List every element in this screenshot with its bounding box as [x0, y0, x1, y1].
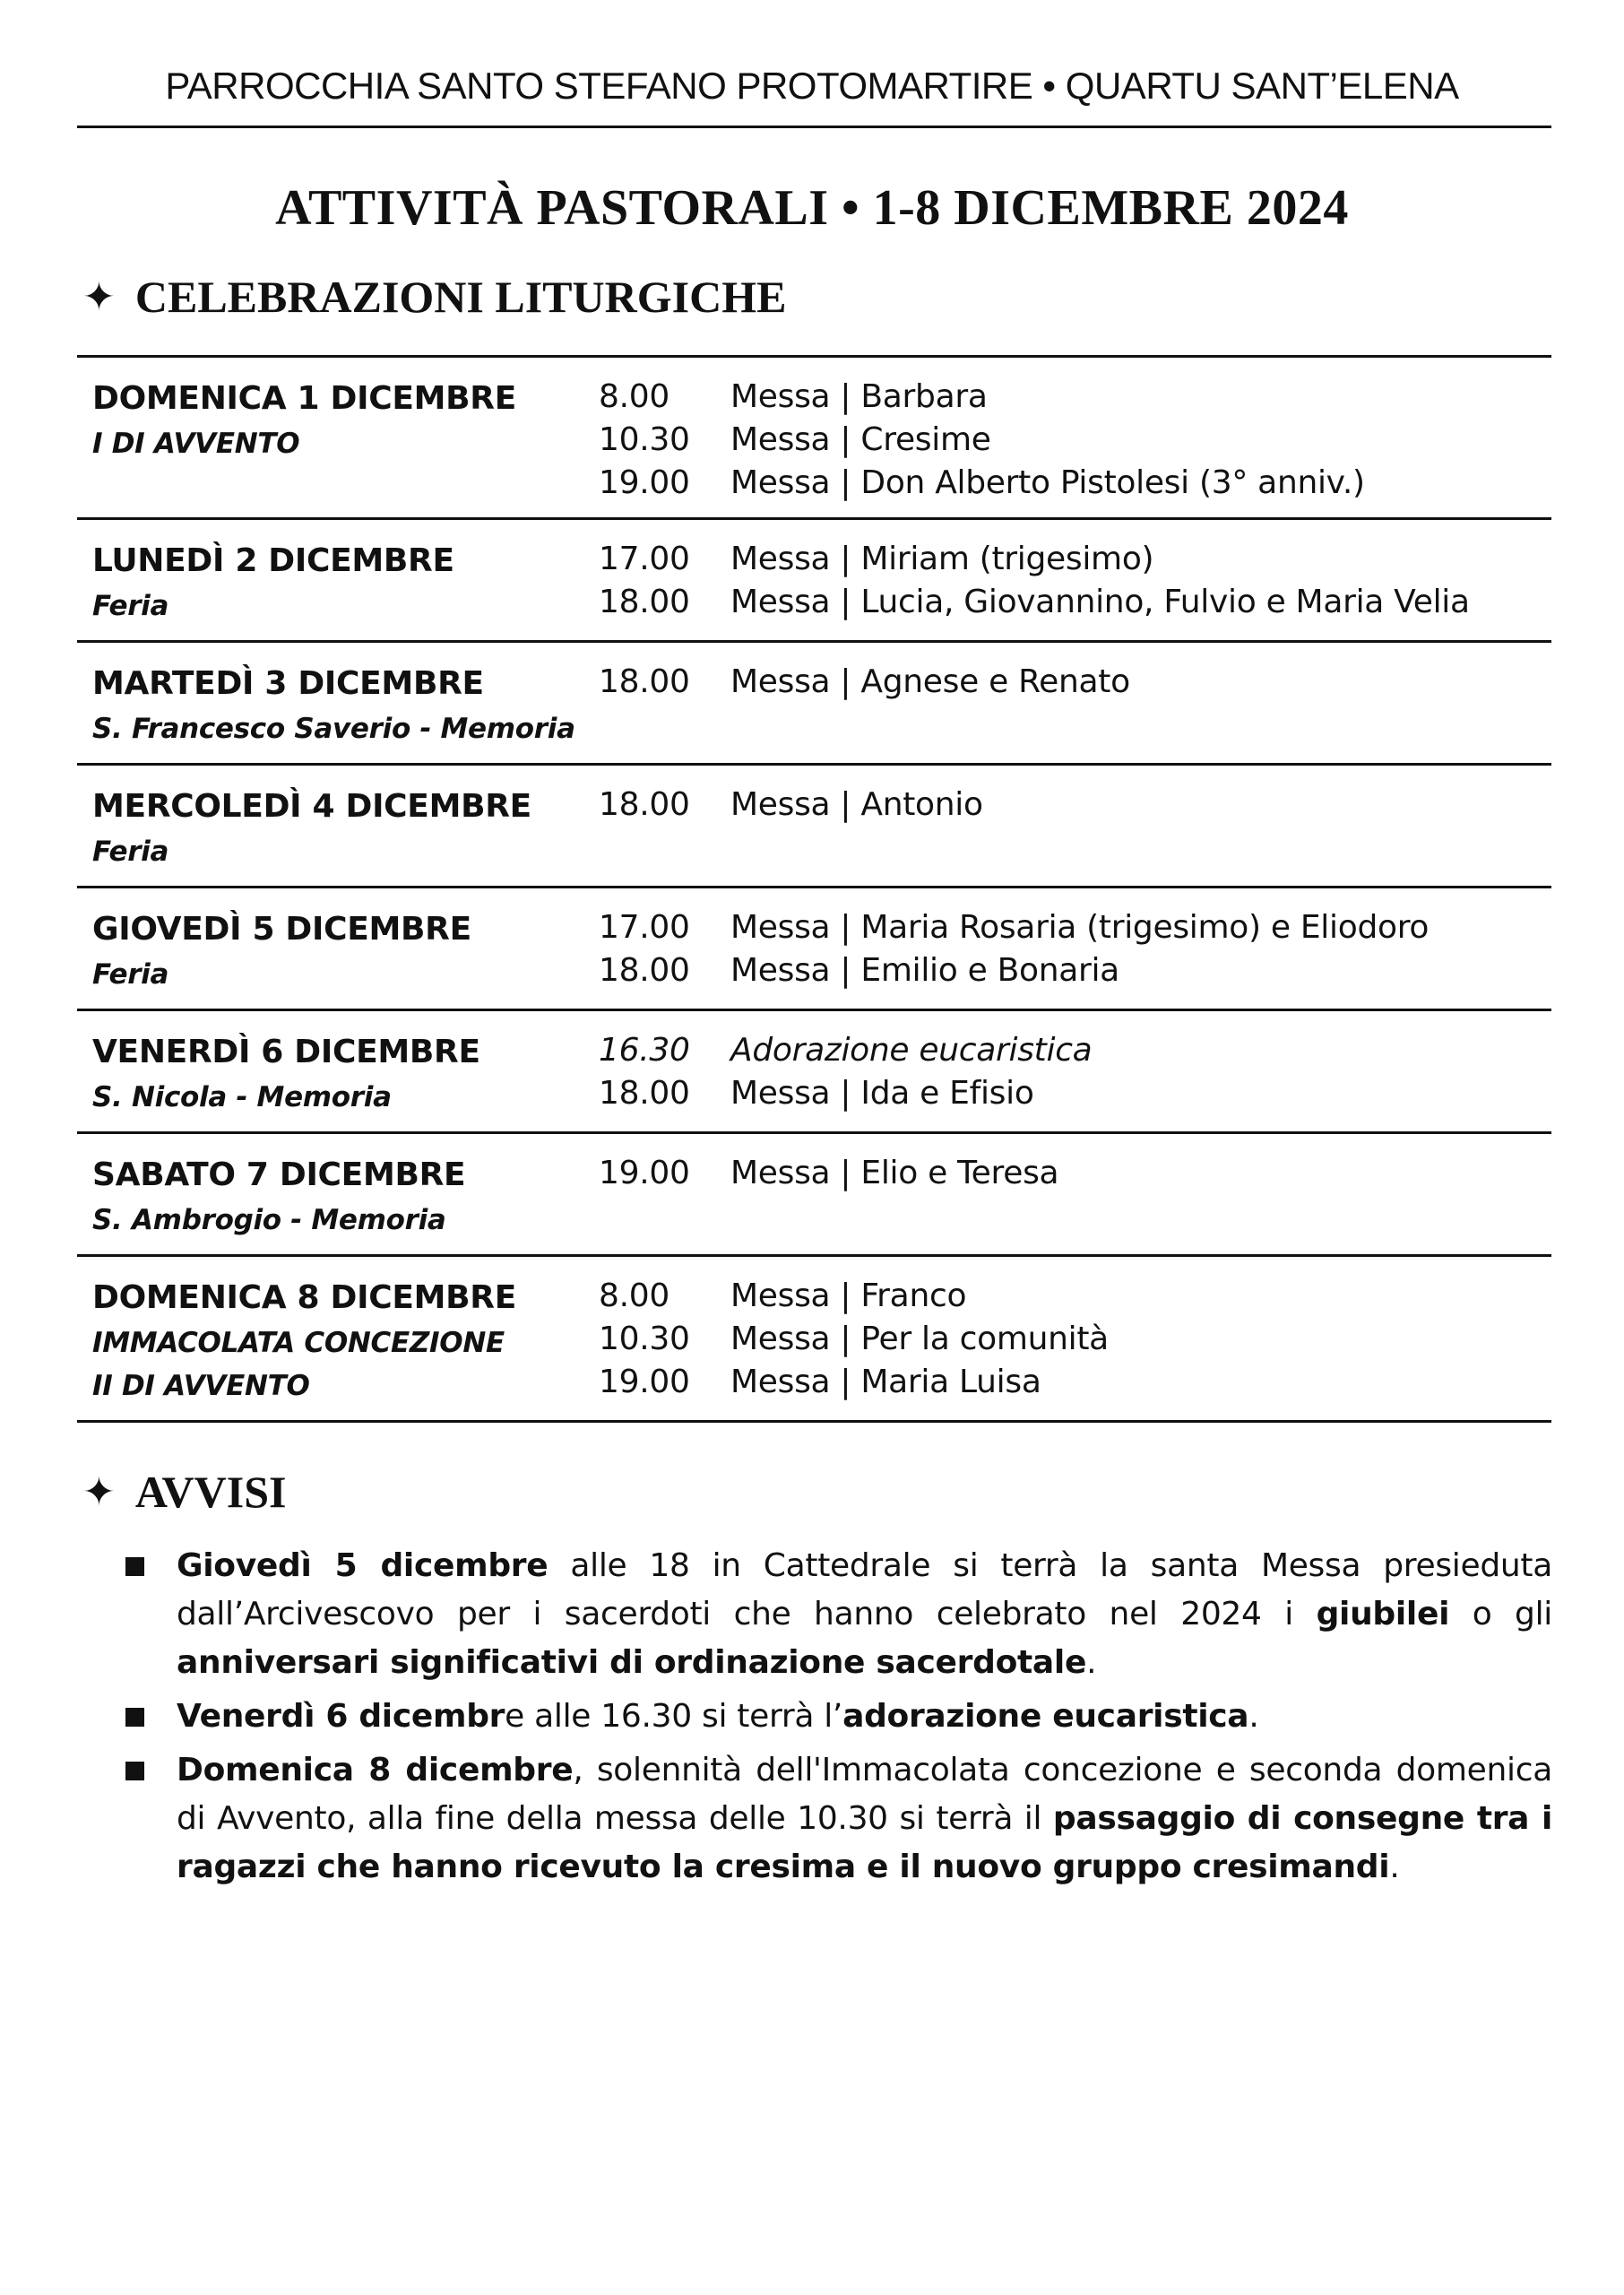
event-description: Messa | Agnese e Renato [730, 663, 1130, 700]
event-time: 19.00 [599, 1364, 690, 1400]
event-description: Messa | Miriam (trigesimo) [730, 541, 1154, 577]
events-cell [599, 376, 1551, 505]
day-subtitle: Feria [92, 836, 169, 868]
event-line [599, 784, 1551, 827]
event-description: Messa | Barbara [730, 378, 988, 415]
events-cell [599, 661, 1551, 750]
notice-text: o gli [1449, 1596, 1553, 1632]
day-subtitle: S. Ambrogio - Memoria [92, 1204, 446, 1236]
star-icon: ✦ [82, 1468, 116, 1515]
event-description: Adorazione eucaristica [730, 1032, 1093, 1069]
notice-item [125, 1693, 1552, 1741]
notice-text: e alle 16.30 si terrà l’ [505, 1698, 843, 1735]
event-time: 18.00 [599, 1075, 690, 1112]
event-line [599, 906, 1551, 949]
day-name: MERCOLEDÌ 4 DICEMBRE [92, 788, 531, 825]
events-cell [599, 1029, 1551, 1119]
schedule-row [77, 520, 1551, 643]
notices-heading [82, 1466, 286, 1518]
celebrations-heading-label: CELEBRAZIONI LITURGICHE [134, 272, 787, 322]
day-subtitle: S. Francesco Saverio - Memoria [92, 713, 575, 745]
event-description: Messa | Maria Rosaria (trigesimo) e Eliodoro [730, 909, 1430, 946]
event-description: Messa | Franco [730, 1277, 967, 1314]
event-line [599, 581, 1551, 624]
notice-text: . [1389, 1849, 1400, 1885]
event-line [599, 1072, 1551, 1115]
event-time: 8.00 [599, 1277, 669, 1314]
event-time: 17.00 [599, 541, 690, 577]
event-line [599, 376, 1551, 419]
event-time: 8.00 [599, 378, 669, 415]
schedule-table [77, 355, 1551, 1423]
celebrations-heading [82, 271, 786, 323]
event-time: 18.00 [599, 952, 690, 989]
day-name: LUNEDÌ 2 DICEMBRE [92, 542, 454, 579]
notice-text-bold: passaggio di consegne tra i ragazzi che hanno ricevuto la cresima e il nuovo gruppo cresimandi [177, 1800, 1552, 1885]
event-time: 19.00 [599, 1155, 690, 1191]
header-divider [77, 126, 1551, 128]
schedule-row [77, 1257, 1551, 1423]
star-icon: ✦ [82, 273, 116, 320]
day-name: GIOVEDÌ 5 DICEMBRE [92, 911, 471, 948]
event-time: 10.30 [599, 421, 690, 458]
schedule-row [77, 766, 1551, 888]
event-description: Messa | Elio e Teresa [730, 1155, 1059, 1191]
event-line [599, 1318, 1551, 1361]
day-cell [77, 661, 599, 750]
events-cell [599, 538, 1551, 628]
schedule-row [77, 888, 1551, 1011]
day-name: VENERDÌ 6 DICEMBRE [92, 1034, 480, 1070]
notice-text: . [1086, 1644, 1097, 1681]
day-cell [77, 1029, 599, 1119]
event-time: 18.00 [599, 663, 690, 700]
notice-text-bold: Venerdì 6 dicembr [177, 1698, 505, 1735]
event-line [599, 1152, 1551, 1195]
day-subtitle: II DI AVVENTO [92, 1370, 310, 1402]
event-description: Messa | Ida e Efisio [730, 1075, 1034, 1112]
day-subtitle: IMMACOLATA CONCEZIONE [92, 1327, 505, 1359]
event-time: 10.30 [599, 1321, 690, 1357]
square-bullet-icon [125, 1762, 144, 1780]
event-description: Messa | Don Alberto Pistolesi (3° anniv.) [730, 464, 1365, 501]
parish-header: PARROCCHIA SANTO STEFANO PROTOMARTIRE • QUARTU SANT’ELENA [165, 65, 1459, 107]
notice-item [125, 1542, 1552, 1687]
schedule-row [77, 643, 1551, 766]
event-time: 16.30 [599, 1032, 690, 1069]
events-cell [599, 906, 1551, 996]
page-title: ATTIVITÀ PASTORALI • 1-8 DICEMBRE 2024 [275, 180, 1349, 236]
day-name: SABATO 7 DICEMBRE [92, 1156, 466, 1193]
notice-text: alle 18 in Cattedrale si terrà la santa Messa presieduta dall’Arcivescovo per i sacerdoti che hanno celebrato nel 2024 i [177, 1547, 1552, 1632]
day-subtitle: Feria [92, 590, 169, 622]
day-cell [77, 376, 599, 505]
event-description: Messa | Antonio [730, 786, 983, 823]
notice-text: . [1248, 1698, 1259, 1735]
event-time: 19.00 [599, 464, 690, 501]
day-subtitle: S. Nicola - Memoria [92, 1081, 392, 1113]
event-line [599, 661, 1551, 704]
event-description: Messa | Per la comunità [730, 1321, 1109, 1357]
day-cell [77, 1152, 599, 1242]
event-description: Messa | Lucia, Giovannino, Fulvio e Maria Velia [730, 584, 1470, 620]
events-cell [599, 1275, 1551, 1407]
schedule-row [77, 1134, 1551, 1257]
day-name: MARTEDÌ 3 DICEMBRE [92, 665, 484, 702]
event-line [599, 538, 1551, 581]
event-line [599, 949, 1551, 992]
notice-text-bold: anniversari significativi di ordinazione sacerdotale [177, 1644, 1087, 1681]
day-subtitle: Feria [92, 958, 169, 991]
events-cell [599, 1152, 1551, 1242]
day-name: DOMENICA 1 DICEMBRE [92, 380, 516, 417]
square-bullet-icon [125, 1557, 144, 1576]
event-description: Messa | Maria Luisa [730, 1364, 1041, 1400]
notice-text-bold: adorazione eucaristica [842, 1698, 1249, 1735]
notice-text-bold: Giovedì 5 dicembre [177, 1547, 549, 1584]
event-description: Messa | Emilio e Bonaria [730, 952, 1119, 989]
event-line [599, 462, 1551, 505]
event-time: 18.00 [599, 786, 690, 823]
day-cell [77, 784, 599, 873]
day-name: DOMENICA 8 DICEMBRE [92, 1279, 516, 1316]
event-time: 17.00 [599, 909, 690, 946]
notice-text: , solennità dell'Immacolata concezione e seconda domenica di Avvento, alla fine della messa delle 10.30 si terrà il [177, 1752, 1552, 1837]
event-line [599, 419, 1551, 462]
event-line [599, 1029, 1551, 1072]
notices-list [125, 1542, 1552, 1897]
event-line [599, 1275, 1551, 1318]
event-description: Messa | Cresime [730, 421, 991, 458]
notice-text-bold: Domenica 8 dicembre [177, 1752, 574, 1788]
events-cell [599, 784, 1551, 873]
day-cell [77, 906, 599, 996]
notice-item [125, 1746, 1552, 1892]
day-cell [77, 538, 599, 628]
schedule-row [77, 1011, 1551, 1134]
event-line [599, 1361, 1551, 1404]
day-cell [77, 1275, 599, 1407]
event-time: 18.00 [599, 584, 690, 620]
day-subtitle: I DI AVVENTO [92, 428, 300, 460]
notice-text-bold: giubilei [1316, 1596, 1450, 1632]
square-bullet-icon [125, 1708, 144, 1727]
notices-heading-label: AVVISI [134, 1467, 287, 1517]
schedule-row [77, 358, 1551, 520]
